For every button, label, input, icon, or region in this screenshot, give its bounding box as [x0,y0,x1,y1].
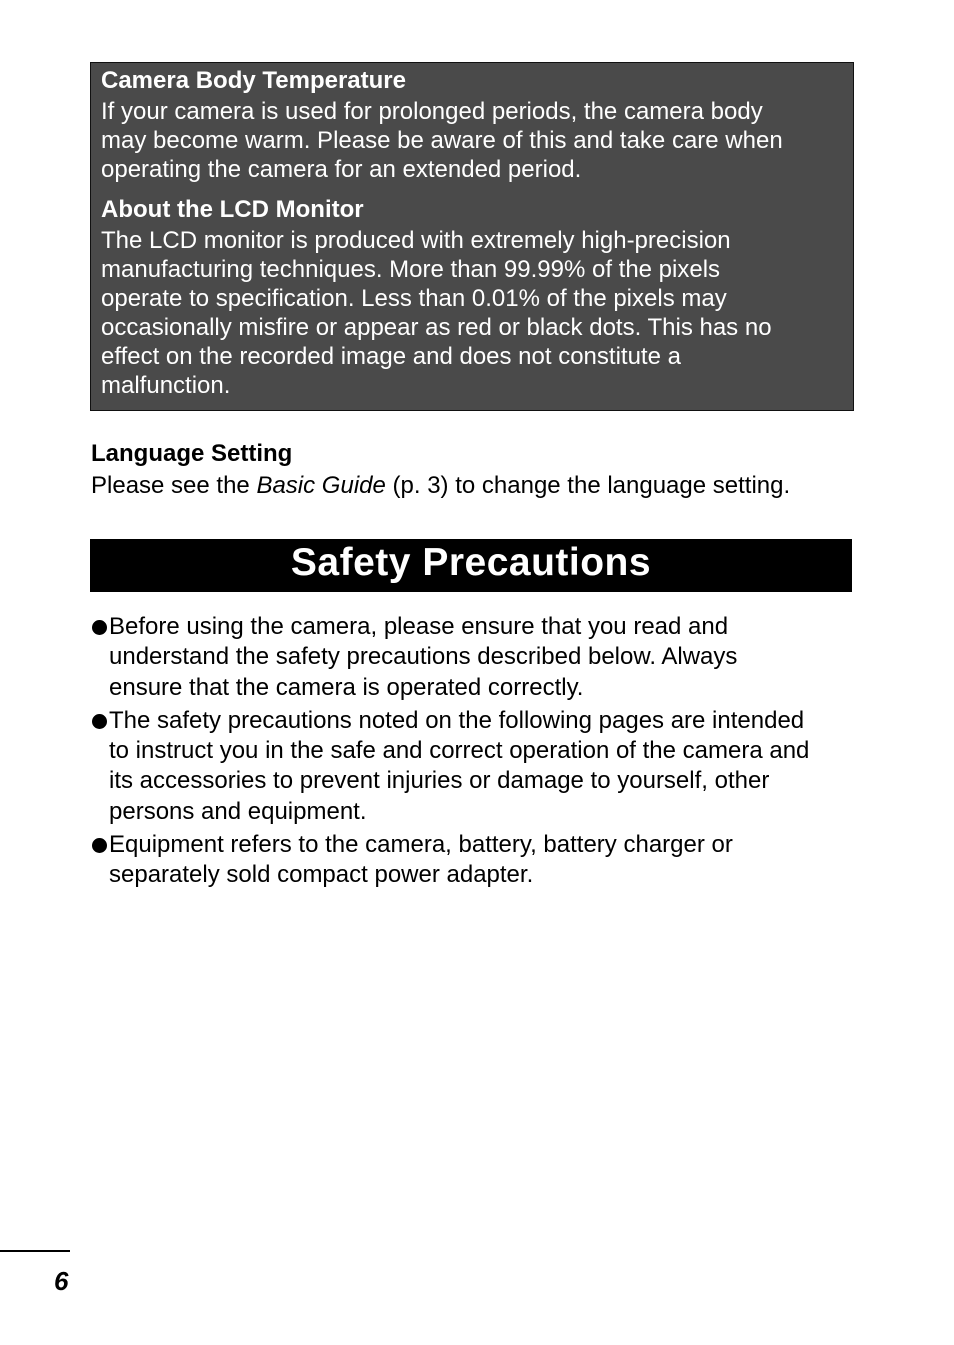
language-setting-heading: Language Setting [91,440,293,467]
bullet-line: separately sold compact power adapter. [109,861,534,889]
note-heading: Camera Body Temperature [101,67,406,94]
language-setting-section [91,439,871,501]
note-line: may become warm. Please be aware of this and take care when [101,127,783,154]
bullet-icon [92,838,107,853]
note-line: effect on the recorded image and does not constitute a [101,343,681,370]
bullet-line: to instruct you in the safe and correct operation of the camera and [109,737,810,765]
section-title-banner [90,539,852,592]
safety-bullet-list [90,612,860,894]
note-text [101,226,843,400]
bullet-icon [92,620,107,635]
lcd-monitor-note [101,195,843,400]
bullet-line: ensure that the camera is operated correctly. [109,673,584,701]
bullet-line: The safety precautions noted on the following pages are intended [109,706,805,734]
list-item [90,830,860,891]
note-line: occasionally misfire or appear as red or black dots. This has no [101,314,772,341]
section-title: Safety Precautions [290,541,652,584]
language-setting-text [91,471,871,501]
note-line: operating the camera for an extended period. [101,156,582,183]
bullet-line: Before using the camera, please ensure that you read and [109,613,729,640]
list-item [90,706,860,827]
language-text-end: (p. 3) to change the language setting. [385,472,791,499]
bullet-icon [92,714,107,729]
note-line: If your camera is used for prolonged periods, the camera body [101,98,763,125]
note-text [101,97,843,184]
bullet-line: understand the safety precautions described below. Always [109,643,738,671]
bullet-line: its accessories to prevent injuries or damage to yourself, other [109,767,770,795]
footer-divider [0,1250,70,1252]
note-line: The LCD monitor is produced with extremely high-precision [101,227,731,254]
bullet-line: persons and equipment. [109,797,367,825]
note-line: manufacturing techniques. More than 99.99% of the pixels [101,256,721,283]
camera-body-temperature-note [101,66,843,184]
basic-guide-reference: Basic Guide [256,472,386,499]
notice-box [90,62,854,411]
language-text-start: Please see the [91,472,257,499]
bullet-line: Equipment refers to the camera, battery, battery charger or [109,831,733,859]
list-item [90,612,860,703]
note-heading: About the LCD Monitor [101,196,364,223]
note-line: operate to specification. Less than 0.01% of the pixels may [101,285,727,312]
page-number: 6 [54,1266,69,1296]
note-line: malfunction. [101,372,231,399]
